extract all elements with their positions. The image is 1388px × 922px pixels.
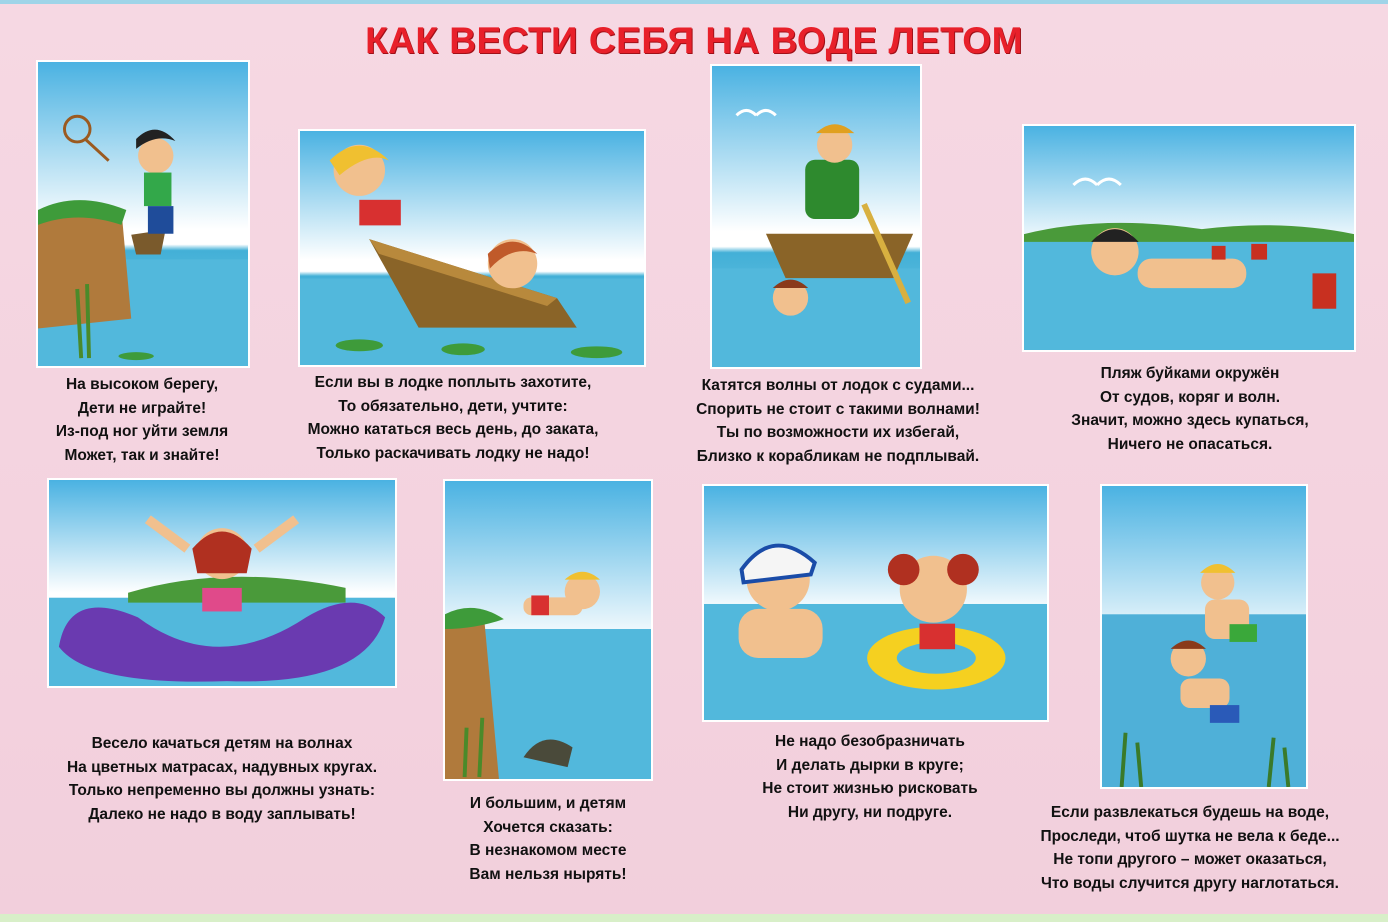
bottom-strip bbox=[0, 914, 1388, 922]
illustration-high-bank bbox=[36, 60, 250, 368]
caption-line: Может, так и знайте! bbox=[64, 446, 220, 464]
rule-caption-ring bbox=[720, 730, 1020, 824]
caption-line: Ты по возможности их избегай, bbox=[716, 424, 960, 441]
caption-line: Катятся волны от лодок с судами... bbox=[701, 377, 975, 394]
caption-line: Можно кататься весь день, до заката, bbox=[307, 421, 599, 438]
illustration-buoys-swimming bbox=[1022, 124, 1356, 352]
caption-line: То обязательно, дети, учтите: bbox=[338, 397, 568, 415]
illustration-underwater bbox=[1100, 484, 1308, 789]
caption-line: На цветных матрасах, надувных кругах. bbox=[66, 758, 378, 776]
caption-line: Спорить не стоит с такими волнами! bbox=[696, 400, 980, 418]
caption-line: Только раскачивать лодку не надо! bbox=[316, 444, 590, 462]
caption-line: Если вы в лодке поплыть захотите, bbox=[314, 374, 592, 391]
caption-line: Проследи, чтоб шутка не вела к беде... bbox=[1040, 827, 1340, 845]
poster-title: КАК ВЕСТИ СЕБЯ НА ВОДЕ ЛЕТОМ bbox=[365, 20, 1023, 61]
caption-line: В незнакомом месте bbox=[469, 842, 627, 859]
caption-line: И делать дырки в круге; bbox=[776, 756, 964, 774]
illustration-diving bbox=[443, 479, 653, 781]
caption-line: Не надо безобразничать bbox=[775, 733, 965, 750]
caption-line: Только непременно вы должны узнать: bbox=[68, 782, 376, 799]
illustration-boat-rocking bbox=[298, 129, 646, 367]
caption-line: Вам нельзя нырять! bbox=[469, 865, 627, 883]
illustration-boat-waves bbox=[710, 64, 922, 369]
rule-caption-underwater bbox=[998, 801, 1382, 895]
caption-line: Если развлекаться будешь на воде, bbox=[1050, 804, 1330, 821]
rule-caption-buoys bbox=[1030, 362, 1350, 456]
caption-line: Хочется сказать: bbox=[483, 818, 613, 836]
caption-line: Из-под ног уйти земля bbox=[55, 423, 229, 440]
caption-line: Близко к корабликам не подплывай. bbox=[696, 447, 980, 465]
rule-caption-mattress bbox=[22, 732, 422, 826]
caption-line: Значит, можно здесь купаться, bbox=[1071, 412, 1309, 429]
caption-line: Дети не играйте! bbox=[77, 399, 207, 417]
rule-caption-high-bank bbox=[22, 373, 262, 467]
caption-line: И большим, и детям bbox=[469, 795, 627, 812]
caption-line: Далеко не надо в воду заплывать! bbox=[88, 805, 356, 823]
rule-caption-waves bbox=[652, 374, 1024, 468]
illustration-swim-ring bbox=[702, 484, 1049, 722]
caption-line: Не топи другого – может оказаться, bbox=[1053, 851, 1327, 868]
caption-line: Весело качаться детям на волнах bbox=[91, 735, 353, 752]
rule-caption-boat bbox=[268, 371, 638, 465]
caption-line: Ни другу, ни подруге. bbox=[787, 803, 953, 821]
caption-line: Ничего не опасаться. bbox=[1107, 435, 1273, 453]
caption-line: Пляж буйками окружён bbox=[1100, 365, 1280, 382]
illustration-air-mattress bbox=[47, 478, 397, 688]
caption-line: Не стоит жизнью рисковать bbox=[762, 780, 978, 797]
rule-caption-diving bbox=[430, 792, 666, 886]
caption-line: Что воды случится другу наглотаться. bbox=[1041, 874, 1339, 892]
caption-line: На высоком берегу, bbox=[65, 376, 219, 393]
caption-line: От судов, коряг и волн. bbox=[1099, 388, 1281, 406]
